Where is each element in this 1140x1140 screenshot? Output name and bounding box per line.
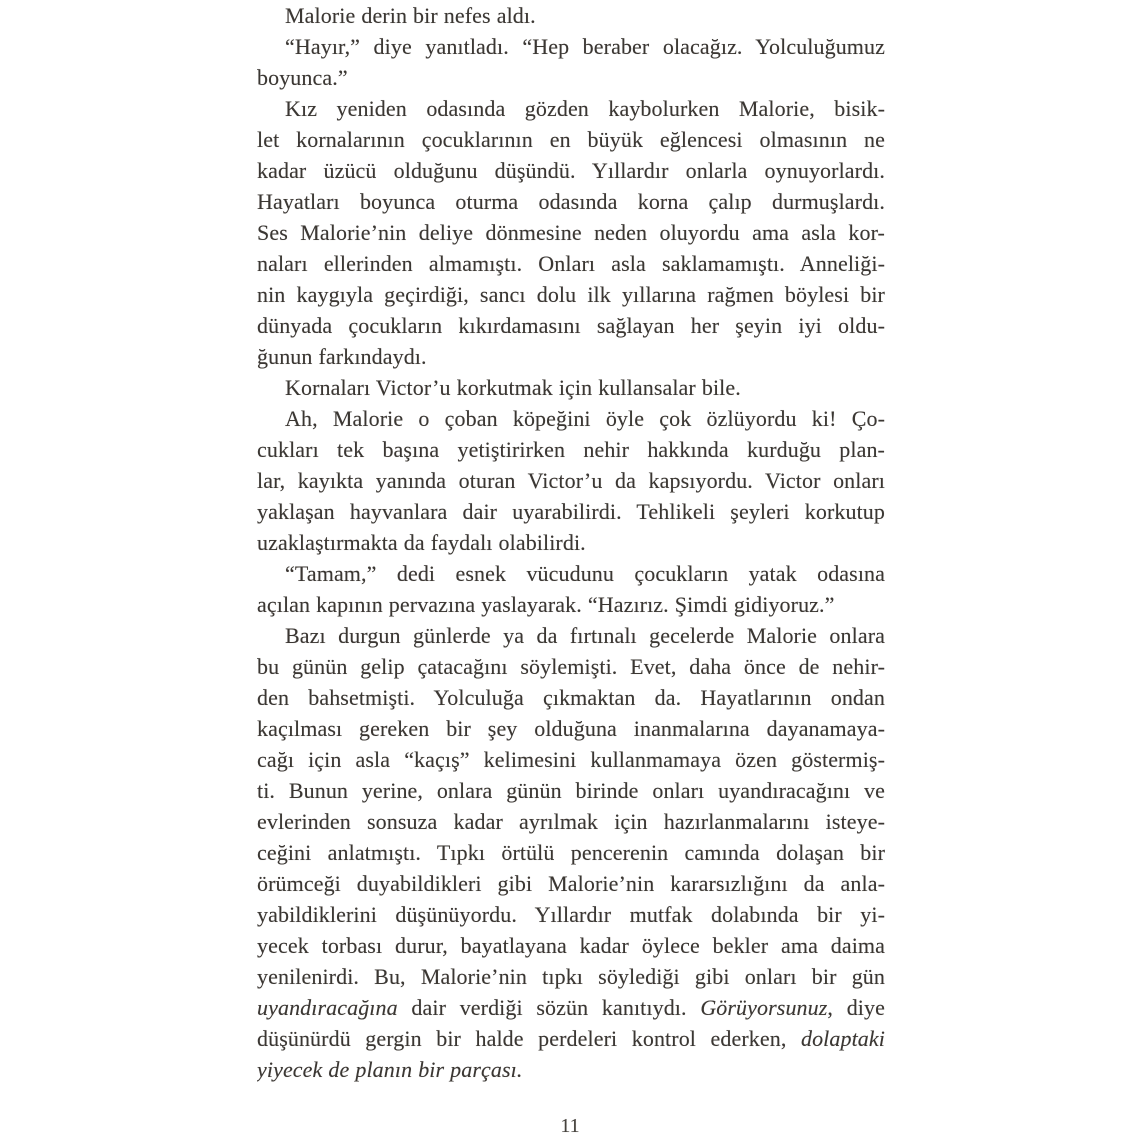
text-segment: düşünürdü gergin bir halde perdeleri kontrol ederken, [257, 1026, 801, 1051]
text-line [257, 0, 885, 31]
text-segment: Bazı durgun günlerde ya da fırtınalı gecelerde Malorie onlara [285, 623, 885, 648]
text-segment: ğunun farkındaydı. [257, 344, 427, 369]
text-line [257, 651, 885, 682]
text-segment: “Hayır,” diye yanıtladı. “Hep beraber olacağız. Yolculuğumuz [285, 34, 885, 59]
text-segment: Hayatları boyunca oturma odasında korna çalıp durmuşlardı. [257, 189, 885, 214]
italic-text-segment: yiyecek de planın bir parçası. [257, 1057, 523, 1082]
text-line [257, 93, 885, 124]
text-segment: let kornalarının çocuklarının en büyük eğlencesi olmasının ne [257, 127, 885, 152]
page-text [257, 0, 885, 1085]
text-segment: kaçılması gereken bir şey olduğuna inanmalarına dayanamaya- [257, 716, 885, 741]
text-segment: Kornaları Victor’u korkutmak için kullansalar bile. [285, 375, 741, 400]
text-line [257, 589, 885, 620]
text-line [257, 744, 885, 775]
text-segment: Ah, Malorie o çoban köpeğini öyle çok özlüyordu ki! Ço- [285, 406, 885, 431]
text-line [257, 62, 885, 93]
text-line [257, 465, 885, 496]
text-segment: evlerinden sonsuza kadar ayrılmak için hazırlanmalarını isteye- [257, 809, 885, 834]
text-segment: yecek torbası durur, bayatlayana kadar öylece bekler ama daima [257, 933, 885, 958]
text-segment: nin kaygıyla geçirdiği, sancı dolu ilk yıllarına rağmen böylesi bir [257, 282, 885, 307]
text-line [257, 155, 885, 186]
italic-text-segment: uyandıracağına [257, 995, 398, 1020]
text-line [257, 1054, 885, 1085]
text-line [257, 682, 885, 713]
text-segment: yenilenirdi. Bu, Malorie’nin tıpkı söylediği gibi onları bir gün [257, 964, 885, 989]
text-line [257, 806, 885, 837]
text-line [257, 217, 885, 248]
text-line [257, 310, 885, 341]
text-segment: kadar üzücü olduğunu düşündü. Yıllardır onlarla oynuyorlardı. [257, 158, 885, 183]
text-segment: Kız yeniden odasında gözden kaybolurken Malorie, bisik- [285, 96, 885, 121]
text-segment: boyunca.” [257, 65, 348, 90]
text-segment: açılan kapının pervazına yaslayarak. “Hazırız. Şimdi gidiyoruz.” [257, 592, 835, 617]
text-segment: cukları tek başına yetiştirirken nehir hakkında kurduğu plan- [257, 437, 885, 462]
text-line [257, 930, 885, 961]
text-line [257, 372, 885, 403]
text-segment: Malorie derin bir nefes aldı. [285, 3, 536, 28]
italic-text-segment: dolaptaki [800, 1026, 885, 1051]
text-segment: den bahsetmişti. Yolculuğa çıkmaktan da. Hayatlarının ondan [257, 685, 885, 710]
text-line [257, 775, 885, 806]
text-segment: yabildiklerini düşünüyordu. Yıllardır mutfak dolabında bir yi- [257, 902, 885, 927]
text-line [257, 961, 885, 992]
text-line [257, 837, 885, 868]
text-line [257, 279, 885, 310]
text-line [257, 403, 885, 434]
text-line [257, 899, 885, 930]
text-segment: cağı için asla “kaçış” kelimesini kullanmamaya özen göstermiş- [257, 747, 885, 772]
italic-text-segment: Görüyorsunuz [700, 995, 828, 1020]
text-line [257, 992, 885, 1023]
text-line [257, 124, 885, 155]
text-segment: , diye [827, 995, 885, 1020]
text-line [257, 341, 885, 372]
text-segment: dair verdiği sözün kanıtıydı. [397, 995, 701, 1020]
text-line [257, 527, 885, 558]
text-line [257, 558, 885, 589]
text-line [257, 496, 885, 527]
text-line [257, 31, 885, 62]
text-segment: ceğini anlatmıştı. Tıpkı örtülü pencerenin camında dolaşan bir [257, 840, 885, 865]
text-segment: bu günün gelip çatacağını söylemişti. Evet, daha önce de nehir- [257, 654, 885, 679]
page-number: 11 [560, 1115, 580, 1137]
text-segment: yaklaşan hayvanlara dair uyarabilirdi. Tehlikeli şeyleri korkutup [257, 499, 885, 524]
text-segment: “Tamam,” dedi esnek vücudunu çocukların yatak odasına [285, 561, 885, 586]
text-line [257, 1023, 885, 1054]
text-line [257, 434, 885, 465]
text-segment: naları ellerinden almamıştı. Onları asla saklamamıştı. Anneliği- [257, 251, 885, 276]
text-segment: uzaklaştırmakta da faydalı olabilirdi. [257, 530, 586, 555]
text-segment: örümceği duyabildikleri gibi Malorie’nin kararsızlığını da anla- [257, 871, 885, 896]
text-line [257, 868, 885, 899]
text-line [257, 248, 885, 279]
text-segment: ti. Bunun yerine, onlara günün birinde onları uyandıracağını ve [257, 778, 885, 803]
text-line [257, 713, 885, 744]
text-segment: Ses Malorie’nin deliye dönmesine neden oluyordu ama asla kor- [257, 220, 885, 245]
text-segment: dünyada çocukların kıkırdamasını sağlayan her şeyin iyi oldu- [257, 313, 885, 338]
text-line [257, 620, 885, 651]
text-line [257, 186, 885, 217]
text-segment: lar, kayıkta yanında oturan Victor’u da kapsıyordu. Victor onları [257, 468, 885, 493]
